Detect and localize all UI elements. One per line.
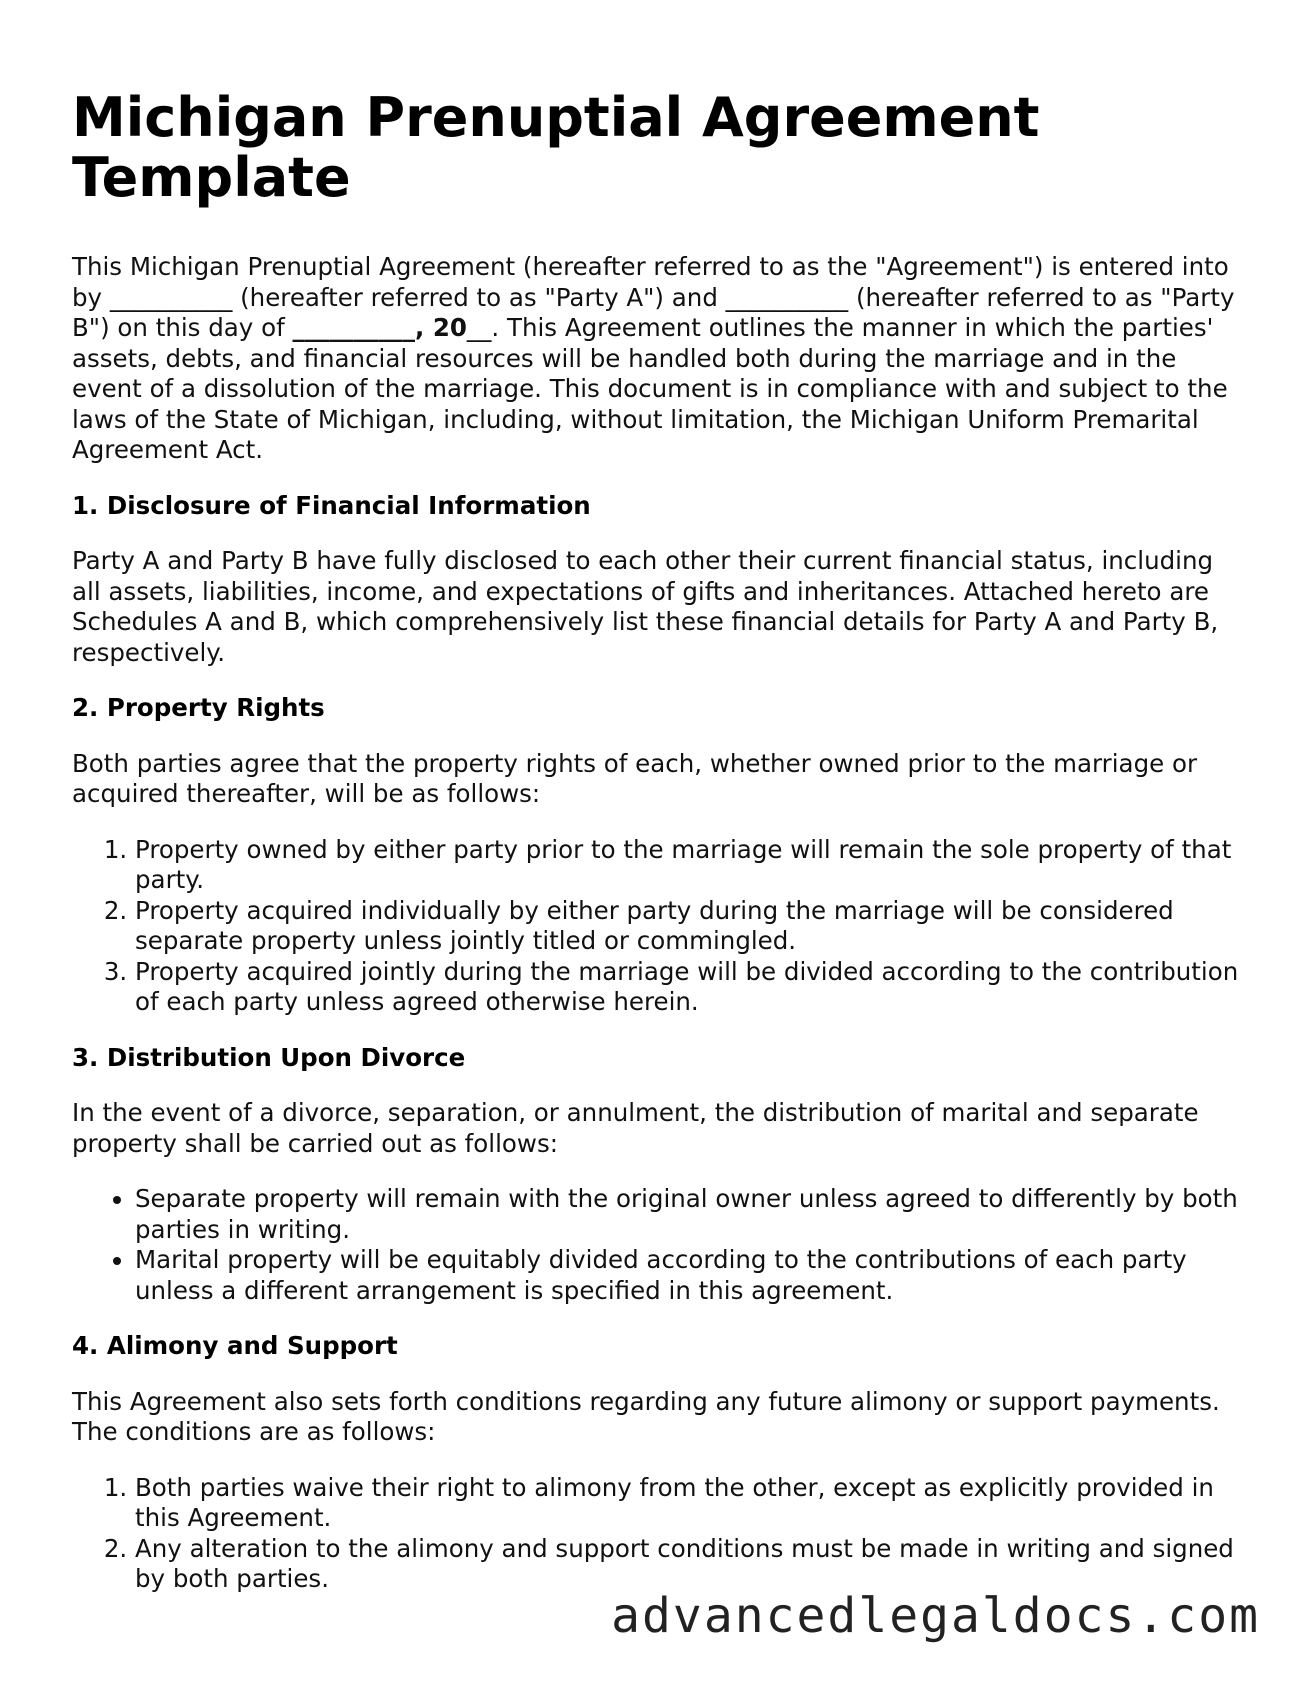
section-body-alimony: This Agreement also sets forth conditions regarding any future alimony or support payments. The conditions are as follows:	[72, 1386, 1220, 1446]
section-body-distribution: In the event of a divorce, separation, or annulment, the distribution of marital and separate property shall be carried out as follows:	[72, 1098, 1199, 1158]
list-item: 3. Property acquired jointly during the marriage will be divided according to the contribution of each party unless agreed otherwise herein.	[135, 957, 1242, 1018]
list-item: • Marital property will be equitably divided according to the contributions of each party unless a different arrangement is specified in this agreement.	[135, 1245, 1242, 1306]
intro-text-2: __. This Agreement outlines the manner in which the parties' assets, debts, and financial resources will be handled both during the marriage and in the event of a dissolution of the marriage. This document is in compliance with and subject to the laws of the State of Michigan, including, without limitation, the Michigan Uniform Premarital Agreement Act.	[72, 313, 1228, 464]
list-item: 2. Any alteration to the alimony and support conditions must be made in writing and signed by both parties.	[135, 1534, 1242, 1595]
list-item: • Separate property will remain with the original owner unless agreed to differently by both parties in writing.	[135, 1184, 1242, 1245]
list-item: 1. Property owned by either party prior to the marriage will remain the sole property of that party.	[135, 835, 1242, 896]
document-page	[72, 88, 1242, 1620]
intro-text-1: This Michigan Prenuptial Agreement (hereafter referred to as the "Agreement") is entered into by __________ (hereafter referred to as "Party A") and __________ (hereafter referred to as "Party B") on this day of	[72, 252, 1235, 342]
section-heading-disclosure: 1. Disclosure of Financial Information	[72, 490, 591, 520]
section-body-property-rights: Both parties agree that the property rights of each, whether owned prior to the marriage or acquired thereafter, will be as follows:	[72, 748, 1198, 808]
section-body-disclosure: Party A and Party B have fully disclosed to each other their current financial status, including all assets, liabilities, income, and expectations of gifts and inheritances. Attached hereto are Schedules A and B, which comprehensively list these financial details for Party A and Party B, respectively.	[72, 546, 1219, 667]
date-blank: __________, 20	[292, 313, 467, 342]
intro-paragraph	[72, 252, 1242, 466]
list-item: 2. Property acquired individually by either party during the marriage will be considered separate property unless jointly titled or commingled.	[135, 896, 1242, 957]
section-heading-alimony: 4. Alimony and Support	[72, 1331, 398, 1360]
section-heading-distribution: 3. Distribution Upon Divorce	[72, 1042, 466, 1072]
section-heading-property-rights: 2. Property Rights	[72, 693, 325, 722]
list-item: 1. Both parties waive their right to alimony from the other, except as explicitly provided in this Agreement.	[135, 1473, 1242, 1534]
distribution-list	[72, 1184, 1242, 1306]
site-watermark: advancedlegaldocs.com	[611, 1588, 1260, 1644]
page-title: Michigan Prenuptial Agreement Template	[72, 86, 1040, 209]
property-rights-list	[72, 835, 1242, 1018]
alimony-list	[72, 1473, 1242, 1595]
